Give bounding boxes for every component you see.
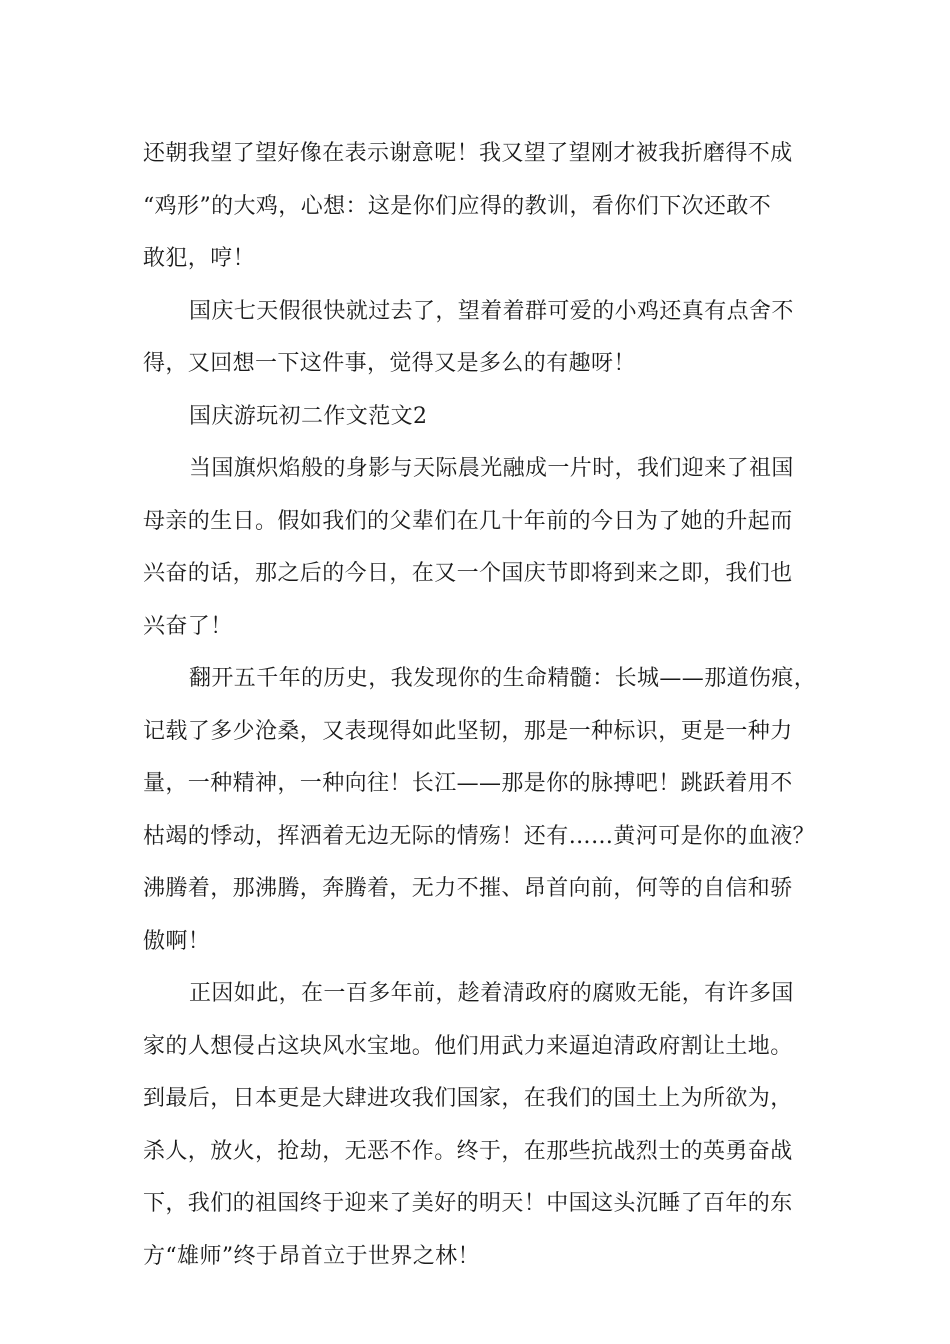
text-line: 得，又回想一下这件事，觉得又是多么的有趣呀！ — [143, 351, 636, 376]
text-line: 家的人想侵占这块风水宝地。他们用武力来逼迫清政府割让土地。 — [143, 1033, 793, 1059]
text-line: 枯竭的悸动，挥洒着无边无际的情殇！还有……黄河可是你的血液？ — [143, 823, 816, 849]
text-line: 兴奋的话，那之后的今日，在又一个国庆节即将到来之即，我们也 — [143, 561, 793, 586]
text-line: 量，一种精神，一种向往！长江——那是你的脉搏吧！跳跃着用不 — [143, 771, 793, 796]
text-line: “鸡形”的大鸡，心想：这是你们应得的教训，看你们下次还敢不 — [143, 193, 772, 219]
text-line: 到最后，日本更是大肆进攻我们国家，在我们的国土上为所欲为， — [143, 1086, 793, 1111]
text-line: 还朝我望了望好像在表示谢意呢！我又望了望刚才被我折磨得不成 — [143, 141, 793, 166]
text-line: 方“雄师”终于昂首立于世界之林！ — [143, 1243, 480, 1269]
document-body — [143, 128, 833, 1283]
section-heading: 国庆游玩初二作文范文2 — [189, 403, 428, 429]
text-line: 母亲的生日。假如我们的父辈们在几十年前的今日为了她的升起而 — [143, 508, 793, 534]
text-line: 兴奋了！ — [143, 613, 233, 639]
paragraph-start-line: 国庆七天假很快就过去了，望着着群可爱的小鸡还真有点舍不 — [189, 298, 794, 324]
text-line: 敢犯，哼！ — [143, 246, 256, 271]
paragraph-start-line: 翻开五千年的历史，我发现你的生命精髓：长城——那道伤痕， — [189, 666, 817, 691]
paragraph-start-line: 正因如此，在一百多年前，趁着清政府的腐败无能，有许多国 — [189, 981, 794, 1006]
paragraph-start-line: 当国旗炽焰般的身影与天际晨光融成一片时，我们迎来了祖国 — [189, 456, 794, 481]
text-line: 记载了多少沧桑，又表现得如此坚韧，那是一种标识，更是一种力 — [143, 718, 793, 744]
text-line: 沸腾着，那沸腾，奔腾着，无力不摧、昂首向前，何等的自信和骄 — [143, 876, 793, 901]
text-line: 傲啊！ — [143, 928, 211, 954]
text-line: 杀人，放火，抢劫，无恶不作。终于，在那些抗战烈士的英勇奋战 — [143, 1138, 793, 1164]
text-line: 下，我们的祖国终于迎来了美好的明天！中国这头沉睡了百年的东 — [143, 1191, 793, 1216]
